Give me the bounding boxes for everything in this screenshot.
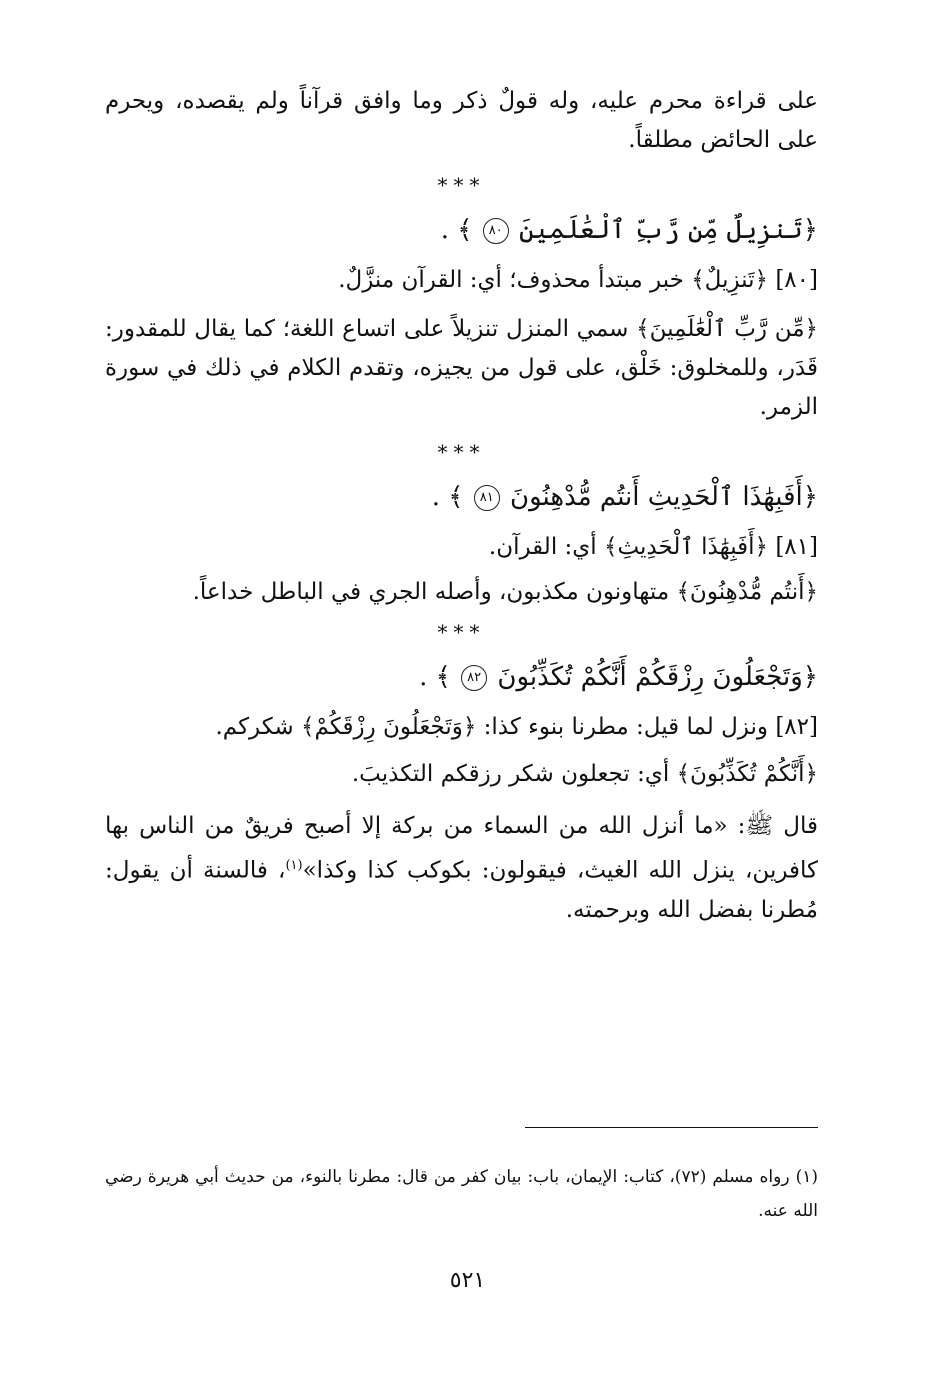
verse-81-end: ﴾ . xyxy=(431,482,464,512)
paragraph-4: [٨١] ﴿أَفَبِهَٰذَا ٱلْحَدِيثِ﴾ أي: القرآن. xyxy=(488,534,818,560)
verse-number-80: ٨٠ xyxy=(483,218,509,244)
page-number: ٥٢١ xyxy=(449,1268,486,1293)
verse-80-text: ﴿تَنزِيلٌ مِّن رَّبِّ ٱلْعَٰلَمِينَ xyxy=(518,215,818,245)
main-text xyxy=(105,82,818,930)
hadith-text: قال ﷺ: «ما أنزل الله من السماء من بركة إلا أصبح فريقٌ من الناس بها كافرين، ينزل الله الغيث، فيقولون: بكوكب كذا وكذا» xyxy=(105,813,818,884)
paragraph-3: ﴿مِّن رَّبِّ ٱلْعَٰلَمِينَ﴾ سمي المنزل تنزيلاً على اتساع اللغة؛ كما يقال للمقدور: قَدَر، وللمخلوق: خَلْق، على قول من يجيزه، وتقدم الكلام في ذلك في سورة الزمر. xyxy=(105,316,818,420)
paragraph-1: على قراءة محرم عليه، وله قولٌ ذكر وما وافق قرآناً ولم يقصده، ويحرم على الحائض مطلقاً. xyxy=(105,88,818,153)
footnote-divider xyxy=(525,1127,818,1128)
paragraph-5: ﴿أَنتُم مُّدْهِنُونَ﴾ متهاونون مكذبون، وأصله الجري في الباطل خداعاً. xyxy=(192,579,818,605)
paragraph-7: ﴿أَنَّكُمْ تُكَذِّبُونَ﴾ أي: تجعلون شكر رزقكم التكذيبَ. xyxy=(351,761,818,787)
paragraph-6: [٨٢] ونزل لما قيل: مطرنا بنوء كذا: ﴿وَتَجْعَلُونَ رِزْقَكُمْ﴾ شكركم. xyxy=(215,714,818,740)
verse-80 xyxy=(105,207,818,253)
hadith-conclusion: ، فالسنة أن يقول: مُطرنا بفضل الله وبرحمته. xyxy=(105,857,818,923)
separator-stars: *** xyxy=(437,173,486,197)
verse-82 xyxy=(105,654,818,700)
verse-81-text: ﴿أَفَبِهَٰذَا ٱلْحَدِيثِ أَنتُم مُّدْهِنُونَ xyxy=(509,482,818,512)
separator-stars: *** xyxy=(437,620,486,644)
verse-82-end: ﴾ . xyxy=(419,662,451,692)
verse-80-end: ﴾ . xyxy=(440,215,473,245)
verse-81 xyxy=(105,474,818,520)
paragraph-2: [٨٠] ﴿تَنزِيلٌ﴾ خبر مبتدأ محذوف؛ أي: القرآن منزَّلٌ. xyxy=(338,267,818,293)
verse-82-text: ﴿وَتَجْعَلُونَ رِزْقَكُمْ أَنَّكُمْ تُكَذِّبُونَ xyxy=(497,662,818,692)
separator-stars: *** xyxy=(437,440,486,464)
footnote: (١) رواه مسلم (٧٢)، كتاب: الإيمان، باب: بيان كفر من قال: مطرنا بالنوء، من حديث أبي هريرة رضي الله عنه. xyxy=(105,1167,818,1221)
paragraph-8 xyxy=(105,807,818,930)
verse-number-82: ٨٢ xyxy=(461,665,487,691)
verse-number-81: ٨١ xyxy=(474,485,500,511)
footnote-marker: (١) xyxy=(285,858,303,873)
